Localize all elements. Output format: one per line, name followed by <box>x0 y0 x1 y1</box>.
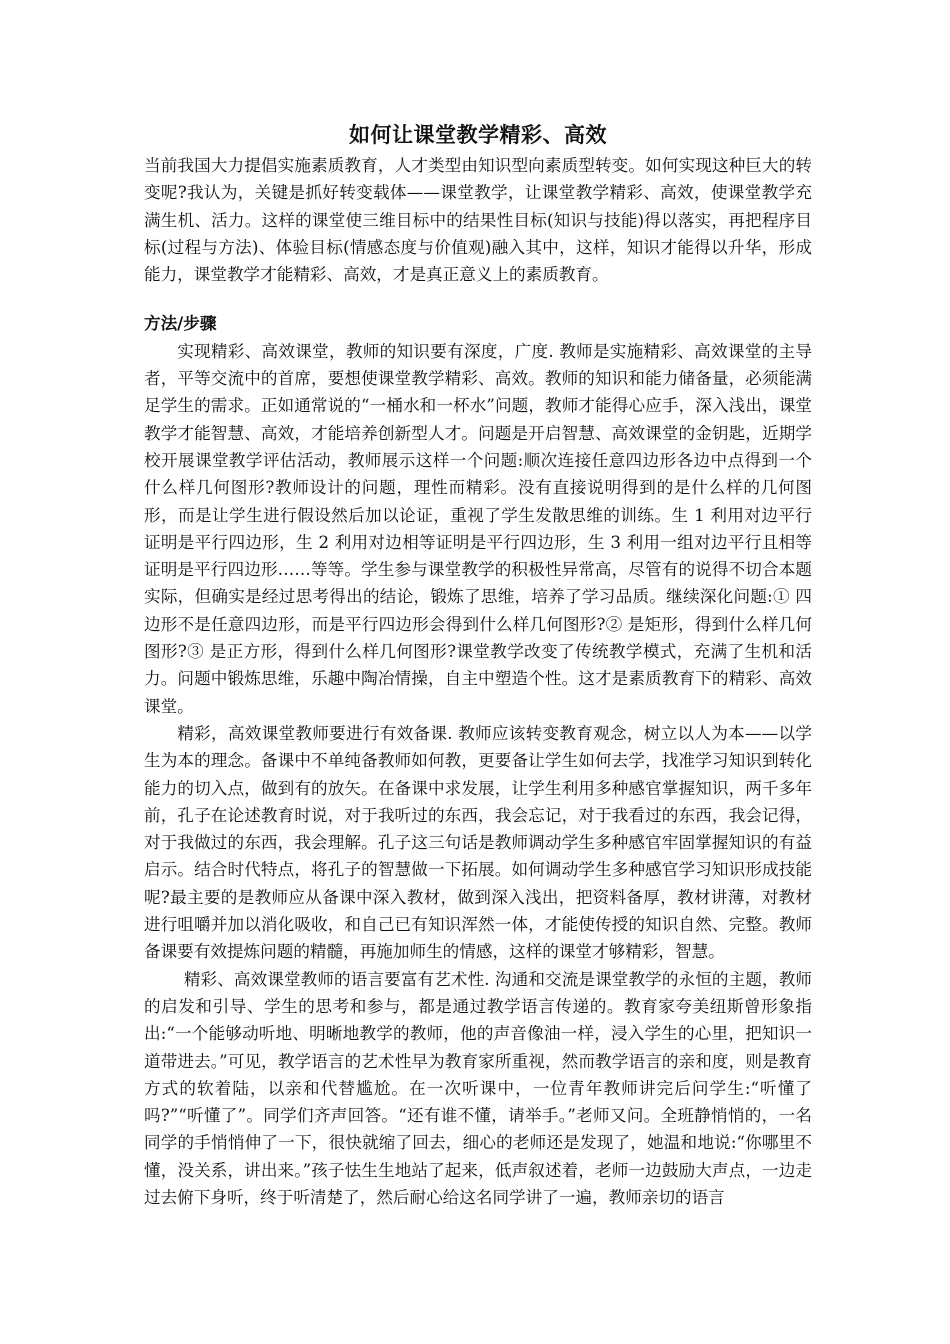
body-paragraph-2: 精彩，高效课堂教师要进行有效备课. 教师应该转变教育观念，树立以人为本——以学生为本的理念。备课中不单纯备教师如何教，更要备让学生如何去学，找准学习知识到转化能力的切入点，做到有的放矢。在备课中求发展，让学生利用多种感官掌握知识，两千多年前，孔子在论述教育时说，对于我听过的东西，我会忘记，对于我看过的东西，我会记得，对于我做过的东西，我会理解。孔子这三句话是教师调动学生多种感官牢固掌握知识的有益启示。结合时代特点，将孔子的智慧做一下拓展。如何调动学生多种感官学习知识形成技能呢?最主要的是教师应从备课中深入教材，做到深入浅出，把资料备厚，教材讲薄，对教材进行咀嚼并加以消化吸收，和自己已有知识浑然一体，才能使传授的知识自然、完整。教师备课要有效提炼问题的精髓，再施加师生的情感，这样的课堂才够精彩，智慧。 <box>144 723 812 962</box>
intro-paragraph: 当前我国大力提倡实施素质教育，人才类型由知识型向素质型转变。如何实现这种巨大的转变呢?我认为，关键是抓好转变载体——课堂教学，让课堂教学精彩、高效，使课堂教学充满生机、活力。这样的课堂使三维目标中的结果性目标(知识与技能)得以落实，再把程序目标(过程与方法)、体验目标(情感态度与价值观)融入其中，这样，知识才能得以升华，形成能力，课堂教学才能精彩、高效，才是真正意义上的素质教育。 <box>144 156 812 285</box>
section-heading: 方法/步骤 <box>144 314 217 334</box>
document-title: 如何让课堂教学精彩、高效 <box>349 123 607 147</box>
body-paragraph-3: 精彩、高效课堂教师的语言要富有艺术性. 沟通和交流是课堂教学的永恒的主题，教师的启发和引导、学生的思考和参与，都是通过教学语言传递的。教育家夸美纽斯曾形象指出:“一个能够动听地、明晰地教学的教师，他的声音像油一样，浸入学生的心里，把知识一道带进去。”可见，教学语言的艺术性早为教育家所重视，然而教学语言的亲和度，则是教育方式的软着陆，以亲和代替尴尬。在一次听课中，一位青年教师讲完后问学生:“听懂了吗?”“听懂了”。同学们齐声回答。“还有谁不懂，请举手。”老师又问。全班静悄悄的，一名同学的手悄悄伸了一下，很快就缩了回去，细心的老师还是发现了，她温和地说:“你哪里不懂，没关系，讲出来。”孩子怯生生地站了起来，低声叙述着，老师一边鼓励大声点，一边走过去俯下身听，终于听清楚了，然后耐心给这名同学讲了一遍，教师亲切的语言 <box>144 969 812 1207</box>
document-page <box>144 118 812 1211</box>
body-paragraph-1: 实现精彩、高效课堂，教师的知识要有深度，广度. 教师是实施精彩、高效课堂的主导者，平等交流中的首席，要想使课堂教学精彩、高效。教师的知识和能力储备量，必须能满足学生的需求。正如通常说的“一桶水和一杯水”问题，教师才能得心应手，深入浅出，课堂教学才能智慧、高效，才能培养创新型人才。问题是开启智慧、高效课堂的金钥匙，近期学校开展课堂教学评估活动，教师展示这样一个问题:顺次连接任意四边形各边中点得到一个什么样几何图形?教师设计的问题，理性而精彩。没有直接说明得到的是什么样的几何图形，而是让学生进行假设然后加以论证，重视了学生发散思维的训练。生 1 利用对边平行证明是平行四边形，生 2 利用对边相等证明是平行四边形，生 3 利用一组对边平行且相等证明是平行四边形……等等。学生参与课堂教学的积极性异常高，尽管有的说得不切合本题实际，但确实是经过思考得出的结论，锻炼了思维，培养了学习品质。继续深化问题:① 四边形不是任意四边形，而是平行四边形会得到什么样几何图形?② 是矩形，得到什么样几何图形?③ 是正方形，得到什么样几何图形?课堂教学改变了传统教学模式，充满了生机和活力。问题中锻炼思维，乐趣中陶冶情操，自主中塑造个性。这才是素质教育下的精彩、高效课堂。 <box>144 341 812 716</box>
